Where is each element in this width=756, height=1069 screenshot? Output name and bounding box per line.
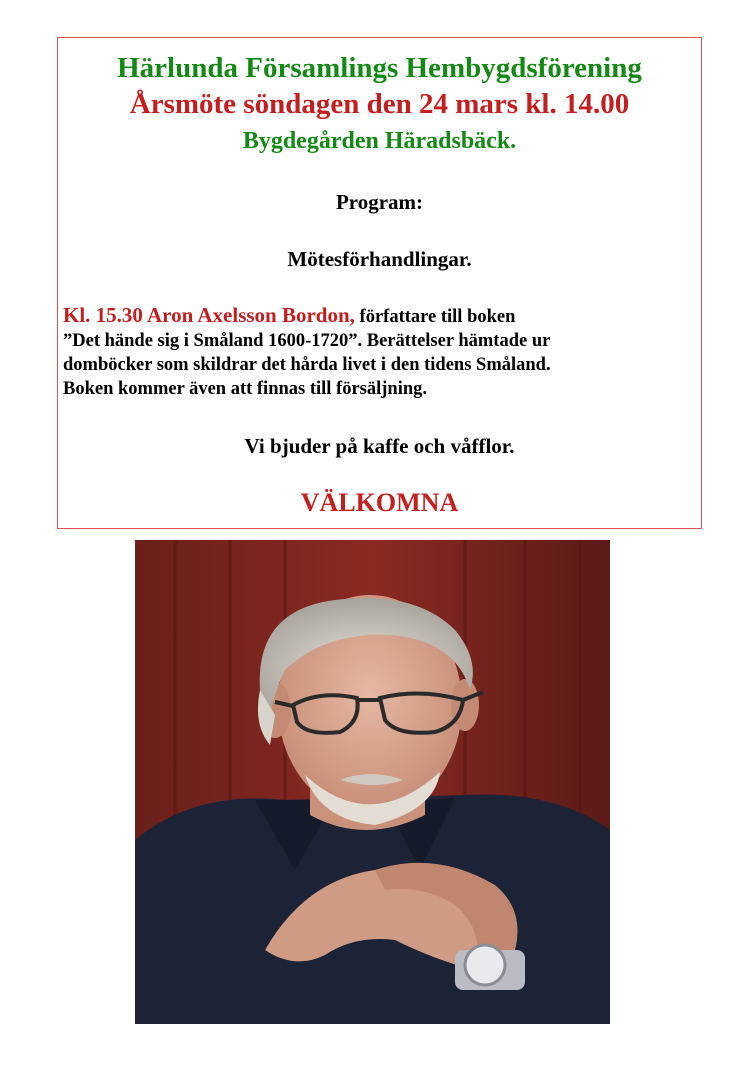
- meeting-venue: Bygdegården Häradsbäck.: [242, 128, 517, 154]
- talk-description: [63, 303, 693, 401]
- program-heading: Program:: [335, 190, 424, 214]
- talk-line-4: Boken kommer även att finnas till försäljning.: [63, 379, 428, 399]
- talk-line-1-rest: författare till boken: [354, 307, 516, 327]
- refreshments-note: Vi bjuder på kaffe och våfflor.: [244, 434, 515, 458]
- welcome-text: VÄLKOMNA: [300, 488, 459, 517]
- announcement-box: [57, 37, 702, 529]
- talk-line-1: [63, 303, 693, 329]
- meeting-date: Årsmöte söndagen den 24 mars kl. 14.00: [129, 88, 630, 120]
- agenda-item: Mötesförhandlingar.: [287, 247, 472, 271]
- organization-title: Härlunda Församlings Hembygdsförening: [117, 52, 642, 84]
- talk-line-2: ”Det hände sig i Småland 1600-1720”. Berättelser hämtade ur: [63, 331, 551, 351]
- talk-line-3: domböcker som skildrar det hårda livet i den tidens Småland.: [63, 355, 551, 375]
- talk-time-speaker: Kl. 15.30 Aron Axelsson Bordon,: [63, 303, 355, 327]
- speaker-photo: [135, 540, 610, 1024]
- portrait-illustration: [135, 540, 610, 1024]
